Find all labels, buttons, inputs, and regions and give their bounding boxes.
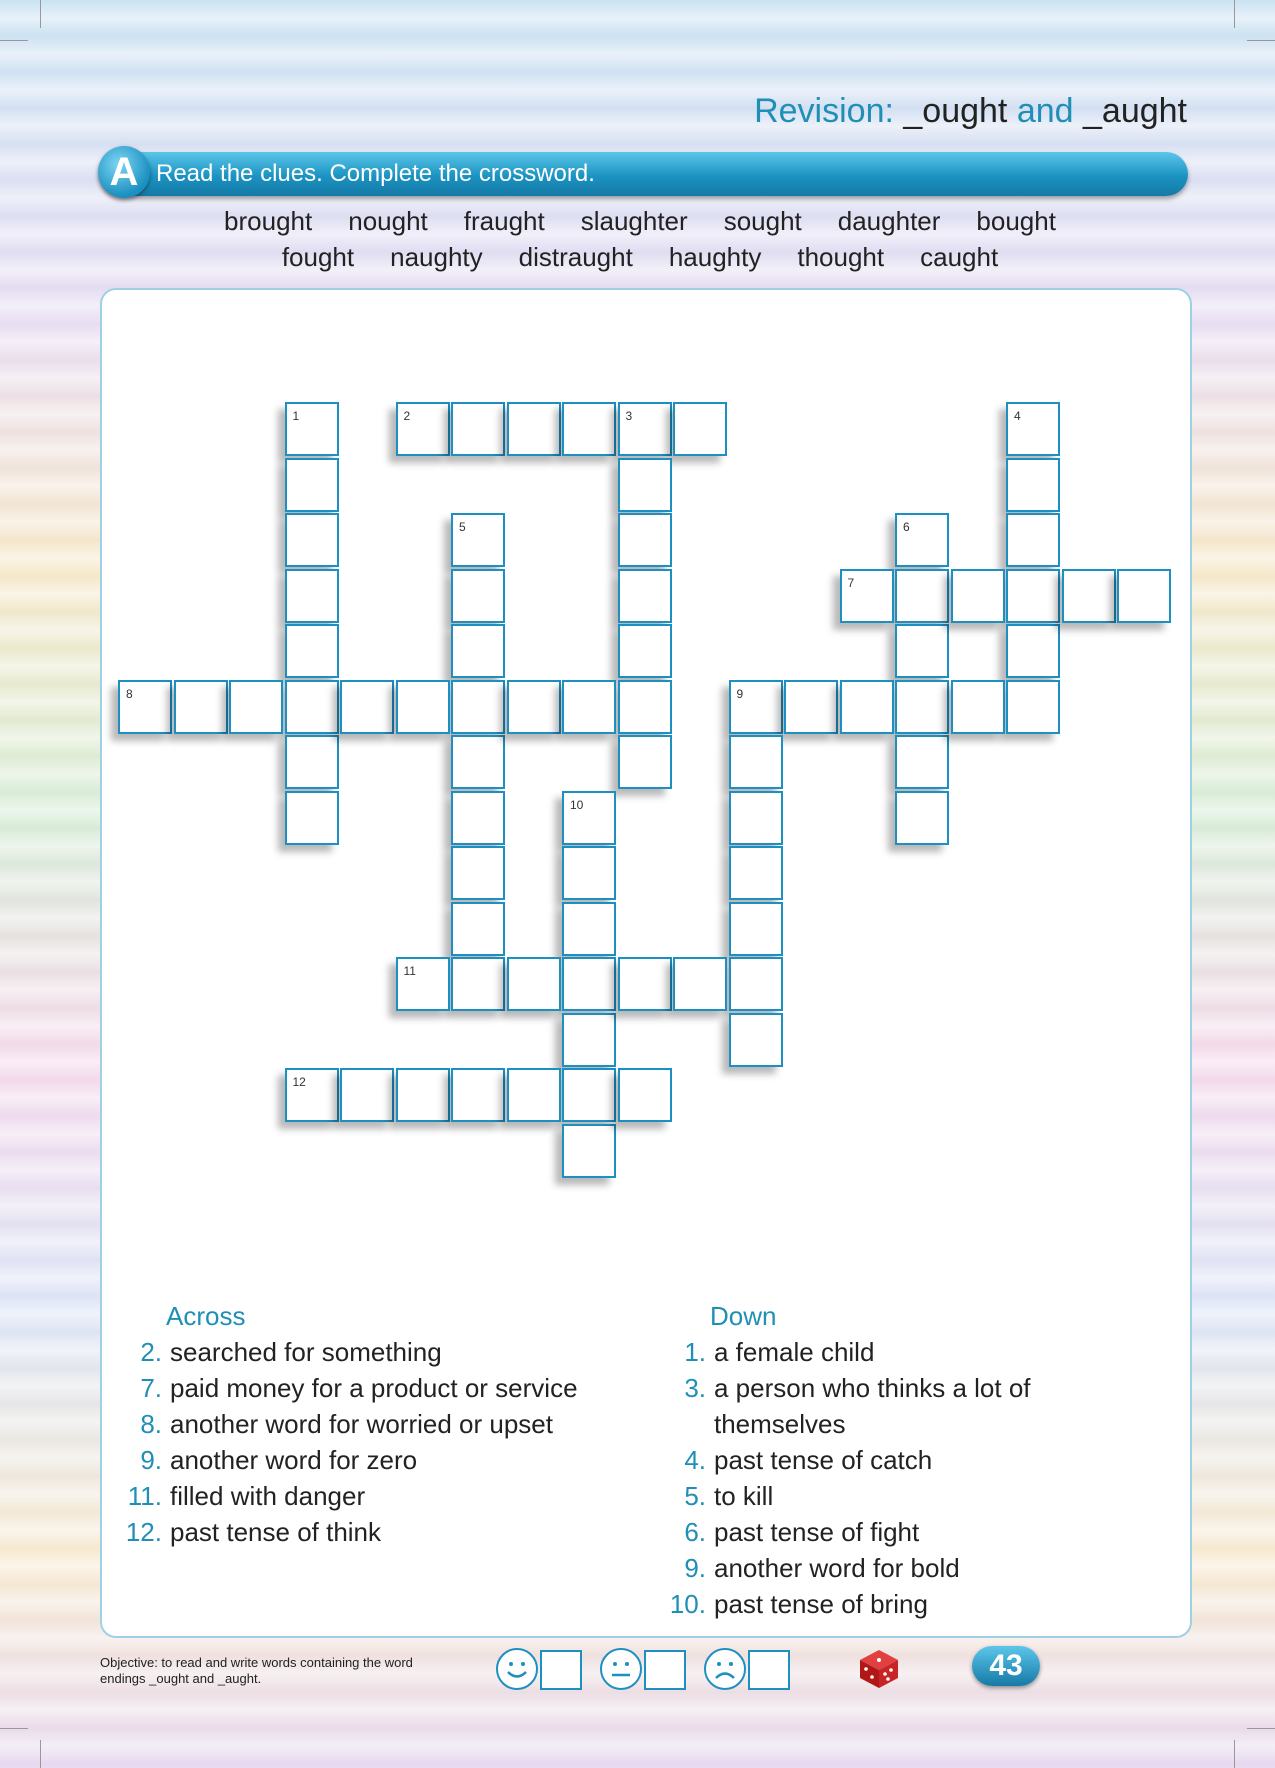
clue-row: 10. past tense of bring xyxy=(669,1589,928,1619)
crossword-cell[interactable] xyxy=(618,569,672,623)
crossword-cell[interactable] xyxy=(285,569,339,623)
crop-mark xyxy=(1234,0,1235,28)
crossword-cell[interactable] xyxy=(951,680,1005,734)
clue-number: 11 xyxy=(403,964,416,978)
clue-number: 6 xyxy=(903,520,910,534)
crossword-cell[interactable] xyxy=(618,1068,672,1122)
crossword-cell[interactable] xyxy=(562,791,616,845)
crossword-cell[interactable] xyxy=(229,680,283,734)
crossword-cell[interactable] xyxy=(729,902,783,956)
happy-face-icon xyxy=(496,1648,538,1690)
word-bank-item: daughter xyxy=(837,206,941,236)
clue-number: 10 xyxy=(570,797,584,812)
crossword-cell[interactable] xyxy=(895,513,949,567)
crossword-cell[interactable] xyxy=(340,1068,394,1122)
crossword-cell[interactable] xyxy=(118,680,172,734)
word-bank-item: nought xyxy=(348,206,428,236)
instruction-text: Read the clues. Complete the crossword. xyxy=(156,160,595,187)
crop-mark xyxy=(40,0,41,28)
crossword-cell[interactable] xyxy=(285,680,339,734)
clue-row: 12. past tense of think xyxy=(125,1517,382,1547)
crossword-cell[interactable] xyxy=(618,513,672,567)
crossword-cell[interactable] xyxy=(285,1068,339,1122)
crossword-cell[interactable] xyxy=(285,624,339,678)
crossword-cell[interactable] xyxy=(562,1068,616,1122)
word-bank-item: sought xyxy=(723,206,802,236)
crossword-cell[interactable] xyxy=(729,791,783,845)
crossword-cell[interactable] xyxy=(895,791,949,845)
clue-row: themselves xyxy=(714,1409,846,1439)
crossword-cell[interactable] xyxy=(285,513,339,567)
crossword-cell[interactable] xyxy=(285,458,339,512)
crossword-cell[interactable] xyxy=(451,846,505,900)
across-clues xyxy=(120,1298,640,1550)
crossword-cell[interactable] xyxy=(840,569,894,623)
crossword-cell[interactable] xyxy=(729,1013,783,1067)
crossword-cell[interactable] xyxy=(562,846,616,900)
word-bank-row-2 xyxy=(120,242,1160,273)
crossword-cell[interactable] xyxy=(507,402,561,456)
crossword-cell[interactable] xyxy=(507,957,561,1011)
across-heading: Across xyxy=(166,1301,246,1331)
crossword-cell[interactable] xyxy=(451,569,505,623)
crop-mark xyxy=(1247,40,1275,41)
clue-number: 1 xyxy=(292,409,300,423)
crossword-cell[interactable] xyxy=(562,680,616,734)
crossword-cell[interactable] xyxy=(1006,624,1060,678)
assessment-box-happy[interactable] xyxy=(540,1650,582,1690)
clue-row: 5. to kill xyxy=(684,1481,774,1511)
crossword-cell[interactable] xyxy=(285,402,339,456)
crossword-cell[interactable] xyxy=(451,1068,505,1122)
crossword-cell[interactable] xyxy=(451,957,505,1011)
clue-row: 2. searched for something xyxy=(140,1337,442,1367)
crossword-cell[interactable] xyxy=(562,402,616,456)
word-bank-item: thought xyxy=(797,242,885,272)
crossword-cell[interactable] xyxy=(451,680,505,734)
crossword-cell[interactable] xyxy=(1062,569,1116,623)
clue-row: 6. past tense of fight xyxy=(684,1517,920,1547)
crossword-cell[interactable] xyxy=(396,1068,450,1122)
word-bank-item: fraught xyxy=(463,206,545,236)
crop-mark xyxy=(0,40,28,41)
dice-icon xyxy=(858,1648,900,1690)
crossword-cell[interactable] xyxy=(1006,458,1060,512)
assessment-box-neutral[interactable] xyxy=(644,1650,686,1690)
crossword-cell[interactable] xyxy=(673,402,727,456)
crossword-cell[interactable] xyxy=(729,957,783,1011)
clue-number: 9 xyxy=(736,686,744,701)
word-bank-item: haughty xyxy=(668,242,762,272)
crossword-cell[interactable] xyxy=(895,569,949,623)
crossword-cell[interactable] xyxy=(729,846,783,900)
word-bank-item: caught xyxy=(920,242,999,272)
crossword-cell[interactable] xyxy=(396,402,450,456)
crop-mark xyxy=(1247,1728,1275,1729)
crossword-cell[interactable] xyxy=(1006,680,1060,734)
word-bank-row-1 xyxy=(120,206,1160,237)
clue-row: 7. paid money for a product or service xyxy=(140,1373,578,1403)
crossword-cell[interactable] xyxy=(562,957,616,1011)
clue-number: 12 xyxy=(292,1075,306,1089)
down-clues xyxy=(664,1298,1144,1622)
crossword-cell[interactable] xyxy=(174,680,228,734)
crossword-cell[interactable] xyxy=(451,902,505,956)
crossword-cell[interactable] xyxy=(507,680,561,734)
clue-number: 4 xyxy=(1014,409,1021,423)
crossword-cell[interactable] xyxy=(673,957,727,1011)
objective-text: Objective: to read and write words containing the word endings _ought and _aught. xyxy=(100,1655,413,1686)
crop-mark xyxy=(40,1740,41,1768)
clue-row: 9. another word for zero xyxy=(140,1445,418,1475)
crossword-cell[interactable] xyxy=(618,402,672,456)
crossword-cell[interactable] xyxy=(451,402,505,456)
crossword-cell[interactable] xyxy=(618,624,672,678)
crop-mark xyxy=(0,1728,28,1729)
crop-mark xyxy=(1234,1740,1235,1768)
crossword-cell[interactable] xyxy=(451,735,505,789)
crossword-cell[interactable] xyxy=(562,902,616,956)
clue-row: 4. past tense of catch xyxy=(684,1445,933,1475)
crossword-cell[interactable] xyxy=(618,680,672,734)
crossword-cell[interactable] xyxy=(562,1013,616,1067)
crossword-cell[interactable] xyxy=(285,735,339,789)
crossword-cell[interactable] xyxy=(340,680,394,734)
crossword-cell[interactable] xyxy=(1006,402,1060,456)
crossword-cell[interactable] xyxy=(1006,513,1060,567)
crossword-cell[interactable] xyxy=(618,957,672,1011)
crossword-cell[interactable] xyxy=(285,791,339,845)
clue-row: 9. another word for bold xyxy=(684,1553,960,1583)
clue-number: 5 xyxy=(459,520,466,534)
clue-row: 11. filled with danger xyxy=(127,1481,366,1511)
crossword-cell[interactable] xyxy=(618,458,672,512)
down-heading: Down xyxy=(710,1301,777,1331)
crossword-cell[interactable] xyxy=(1006,569,1060,623)
crossword-cell[interactable] xyxy=(396,680,450,734)
clue-number: 7 xyxy=(847,575,855,590)
word-bank-item: slaughter xyxy=(580,206,688,236)
clue-number: 8 xyxy=(126,686,133,701)
crossword-cell[interactable] xyxy=(729,680,783,734)
word-bank-item: bought xyxy=(976,206,1056,236)
crossword-cell[interactable] xyxy=(562,1124,616,1178)
crossword-cell[interactable] xyxy=(784,680,838,734)
word-bank-item: distraught xyxy=(518,242,633,272)
page-number: 43 xyxy=(972,1646,1040,1686)
neutral-face-icon xyxy=(600,1648,642,1690)
page-title: Revision: _ought and _aught xyxy=(754,92,1187,130)
word-bank-item: brought xyxy=(224,206,313,236)
crossword-cell[interactable] xyxy=(618,735,672,789)
crossword-cell[interactable] xyxy=(451,791,505,845)
clue-row: 8. another word for worried or upset xyxy=(140,1409,553,1439)
crossword-cell[interactable] xyxy=(895,624,949,678)
crossword-cell[interactable] xyxy=(396,957,450,1011)
crossword-cell[interactable] xyxy=(895,735,949,789)
sad-face-icon xyxy=(704,1648,746,1690)
clue-number: 2 xyxy=(403,409,411,423)
clue-row: 1. a female child xyxy=(684,1337,875,1367)
assessment-box-sad[interactable] xyxy=(748,1650,790,1690)
clue-row: 3. a person who thinks a lot of xyxy=(684,1373,1031,1403)
word-bank-item: naughty xyxy=(390,242,483,272)
crossword-cell[interactable] xyxy=(840,680,894,734)
clue-number: 3 xyxy=(625,409,633,423)
crossword-cell[interactable] xyxy=(451,624,505,678)
crossword-cell[interactable] xyxy=(451,513,505,567)
word-bank-item: fought xyxy=(281,242,355,272)
crossword-cell[interactable] xyxy=(895,680,949,734)
crossword-cell[interactable] xyxy=(729,735,783,789)
crossword-cell[interactable] xyxy=(1117,569,1171,623)
section-badge: A xyxy=(98,146,150,198)
crossword-cell[interactable] xyxy=(951,569,1005,623)
crossword-cell[interactable] xyxy=(507,1068,561,1122)
